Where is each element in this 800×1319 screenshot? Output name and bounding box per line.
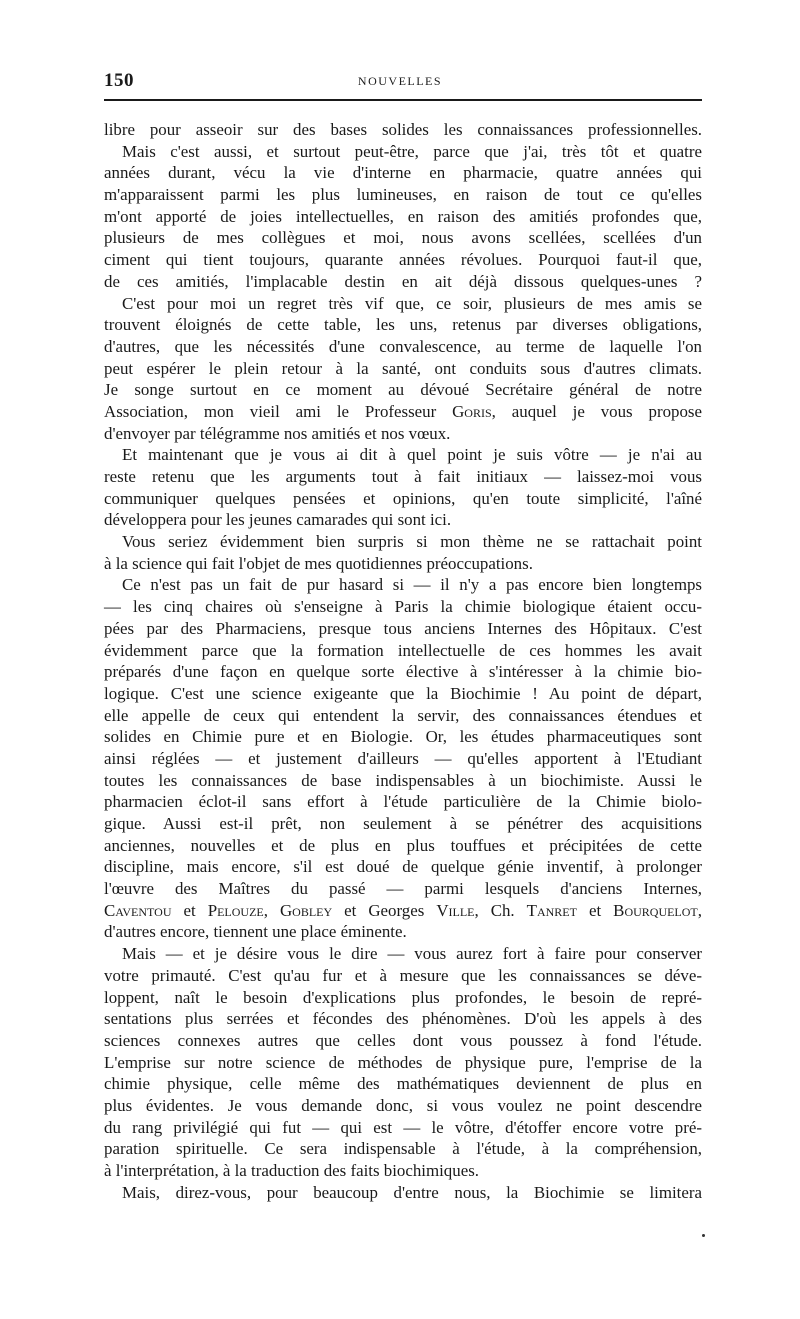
text-line: logique. C'est une science exigeante que la Biochimie ! Au point de départ, xyxy=(104,683,702,703)
text-line: Vous seriez évidemment bien surpris si mon thème ne se rattachait point xyxy=(122,532,702,552)
text-line: Et maintenant que je vous ai dit à quel point je suis vôtre — je n'ai au xyxy=(122,445,702,465)
text-line: loppent, naît le besoin d'explications plus profondes, le besoin de repré- xyxy=(104,987,702,1007)
text-line: préparés d'une façon en quelque sorte élective à s'intéresser à la chimie bio- xyxy=(104,662,702,682)
person-name: Caventou xyxy=(104,900,172,920)
text-line xyxy=(104,401,702,423)
text-line: chimie physique, celle même des mathématiques deviennent de plus en xyxy=(104,1074,702,1094)
text-line: votre primauté. C'est qu'au fur et à mesure que les connaissances se déve- xyxy=(104,965,702,985)
text-segment: et xyxy=(171,900,208,920)
text-line: discipline, mais encore, s'il est doué de quelque génie inventif, à prolonger xyxy=(104,857,702,877)
text-line: plusieurs de mes collègues et moi, nous avons scellées, scellées d'un xyxy=(104,228,702,248)
text-line: m'ont apporté de joies intellectuelles, en raison des amitiés profondes que, xyxy=(104,206,702,226)
text-line: trouvent éloignés de cette table, les uns, retenus par diverses obligations, xyxy=(104,315,702,335)
text-line: Je songe surtout en ce moment au dévoué Secrétaire général de notre xyxy=(104,380,702,400)
page-number: 150 xyxy=(104,70,134,91)
text-segment: , xyxy=(697,900,702,920)
text-line: m'apparaissent parmi les plus lumineuses, en raison de tout ce qu'elles xyxy=(104,185,702,205)
text-line: Mais, direz-vous, pour beaucoup d'entre nous, la Biochimie se limitera xyxy=(122,1182,702,1202)
text-segment: , xyxy=(263,900,280,920)
text-line: plus évidentes. Je vous demande donc, si vous voulez ne point descendre xyxy=(104,1095,702,1115)
text-line: l'œuvre des Maîtres du passé — parmi lesquels d'anciens Internes, xyxy=(104,879,702,899)
text-segment: et xyxy=(576,900,614,920)
text-line: — les cinq chaires où s'enseigne à Paris la chimie biologique étaient occu- xyxy=(104,597,702,617)
text-line: C'est pour moi un regret très vif que, ce soir, plusieurs de mes amis se xyxy=(122,293,702,313)
person-name: Pelouze xyxy=(207,900,264,920)
text-line: solides en Chimie pure et en Biologie. Or, les études pharmaceutiques sont xyxy=(104,727,702,747)
text-line: de ces amitiés, l'implacable destin en ait déjà dissous quelques-unes ? xyxy=(104,271,702,291)
text-line: reste retenu que les arguments tout à fait initiaux — laissez-moi vous xyxy=(104,467,702,486)
text-line: Ce n'est pas un fait de pur hasard si — il n'y a pas encore bien longtemps xyxy=(122,575,702,595)
text-line: elle appelle de ceux qui entendent la servir, des connaissances étendues et xyxy=(104,705,702,725)
text-line: gique. Aussi est-il prêt, non seulement à se pénétrer des acquisitions xyxy=(104,814,702,833)
header-rule xyxy=(104,99,702,101)
text-segment: , auquel je vous propose xyxy=(491,401,702,421)
text-line: d'envoyer par télégramme nos amitiés et nos vœux. xyxy=(104,423,451,443)
text-line: Mais c'est aussi, et surtout peut-être, parce que j'ai, très tôt et quatre xyxy=(122,141,702,161)
text-line: évidemment parce que la formation intellectuelle de ces hommes les avait xyxy=(104,640,702,660)
text-line: sentations plus serrées et fécondes des phénomènes. D'où les appels à des xyxy=(104,1009,702,1029)
person-name: Bourquelot xyxy=(613,900,698,920)
text-line: communiquer quelques pensées et opinions, qu'en toute simplicité, l'aîné xyxy=(104,488,702,508)
text-line: d'autres encore, tiennent une place éminente. xyxy=(104,922,407,942)
text-line: pées par des Pharmaciens, presque tous anciens Internes des Hôpitaux. C'est xyxy=(104,618,702,638)
text-line: libre pour asseoir sur des bases solides les connaissances professionnelles. xyxy=(104,120,702,139)
text-line xyxy=(104,900,702,922)
text-line: peut espérer le plein retour à la santé, ont conduits sous d'autres climats. xyxy=(104,358,702,378)
person-name: Gobley xyxy=(279,900,333,920)
person-name: Tanret xyxy=(526,900,577,920)
text-line: L'emprise sur notre science de méthodes de physique pure, l'emprise de la xyxy=(104,1052,702,1072)
text-segment: et Georges xyxy=(332,900,437,920)
text-line: Mais — et je désire vous le dire — vous aurez fort à faire pour conserver xyxy=(122,944,702,964)
text-line: sciences connexes autres que celles dont vous poussez à fond l'étude. xyxy=(104,1030,702,1050)
text-line: à la science qui fait l'objet de mes quotidiennes préoccupations. xyxy=(104,553,533,573)
text-segment: Association, mon vieil ami le Professeur xyxy=(104,401,453,421)
text-segment: , Ch. xyxy=(474,900,527,920)
text-line: paration spirituelle. Ce sera indispensable à l'étude, à la compréhension, xyxy=(104,1139,702,1159)
person-name: Goris xyxy=(452,401,492,421)
body-text xyxy=(104,119,702,1203)
text-line: toutes les connaissances de base indispensables à un biochimiste. Aussi le xyxy=(104,770,702,790)
text-line: anciennes, nouvelles et de plus en plus touffues et précipitées de cette xyxy=(104,835,702,855)
text-line: pharmacien éclot-il sans effort à l'étude particulière de la Chimie biolo- xyxy=(104,792,702,812)
print-speck xyxy=(702,1234,705,1237)
text-line: du rang privilégié qui fut — qui est — le vôtre, d'étoffer encore votre pré- xyxy=(104,1117,702,1137)
running-title: NOUVELLES xyxy=(357,74,443,88)
text-line: années durant, vécu la vie d'interne en pharmacie, quatre années qui xyxy=(104,163,702,183)
text-line: à l'interprétation, à la traduction des faits biochimiques. xyxy=(104,1161,479,1180)
person-name: Ville xyxy=(436,900,475,920)
text-line: ciment qui tient toujours, quarante années révolues. Pourquoi faut-il que, xyxy=(104,250,702,270)
text-line: ainsi réglées — et justement d'ailleurs — qu'elles apportent à l'Etudiant xyxy=(104,748,702,768)
text-line: d'autres, que les nécessités d'une convalescence, au terme de laquelle l'on xyxy=(104,336,702,356)
text-line: développera pour les jeunes camarades qui sont ici. xyxy=(104,510,452,530)
